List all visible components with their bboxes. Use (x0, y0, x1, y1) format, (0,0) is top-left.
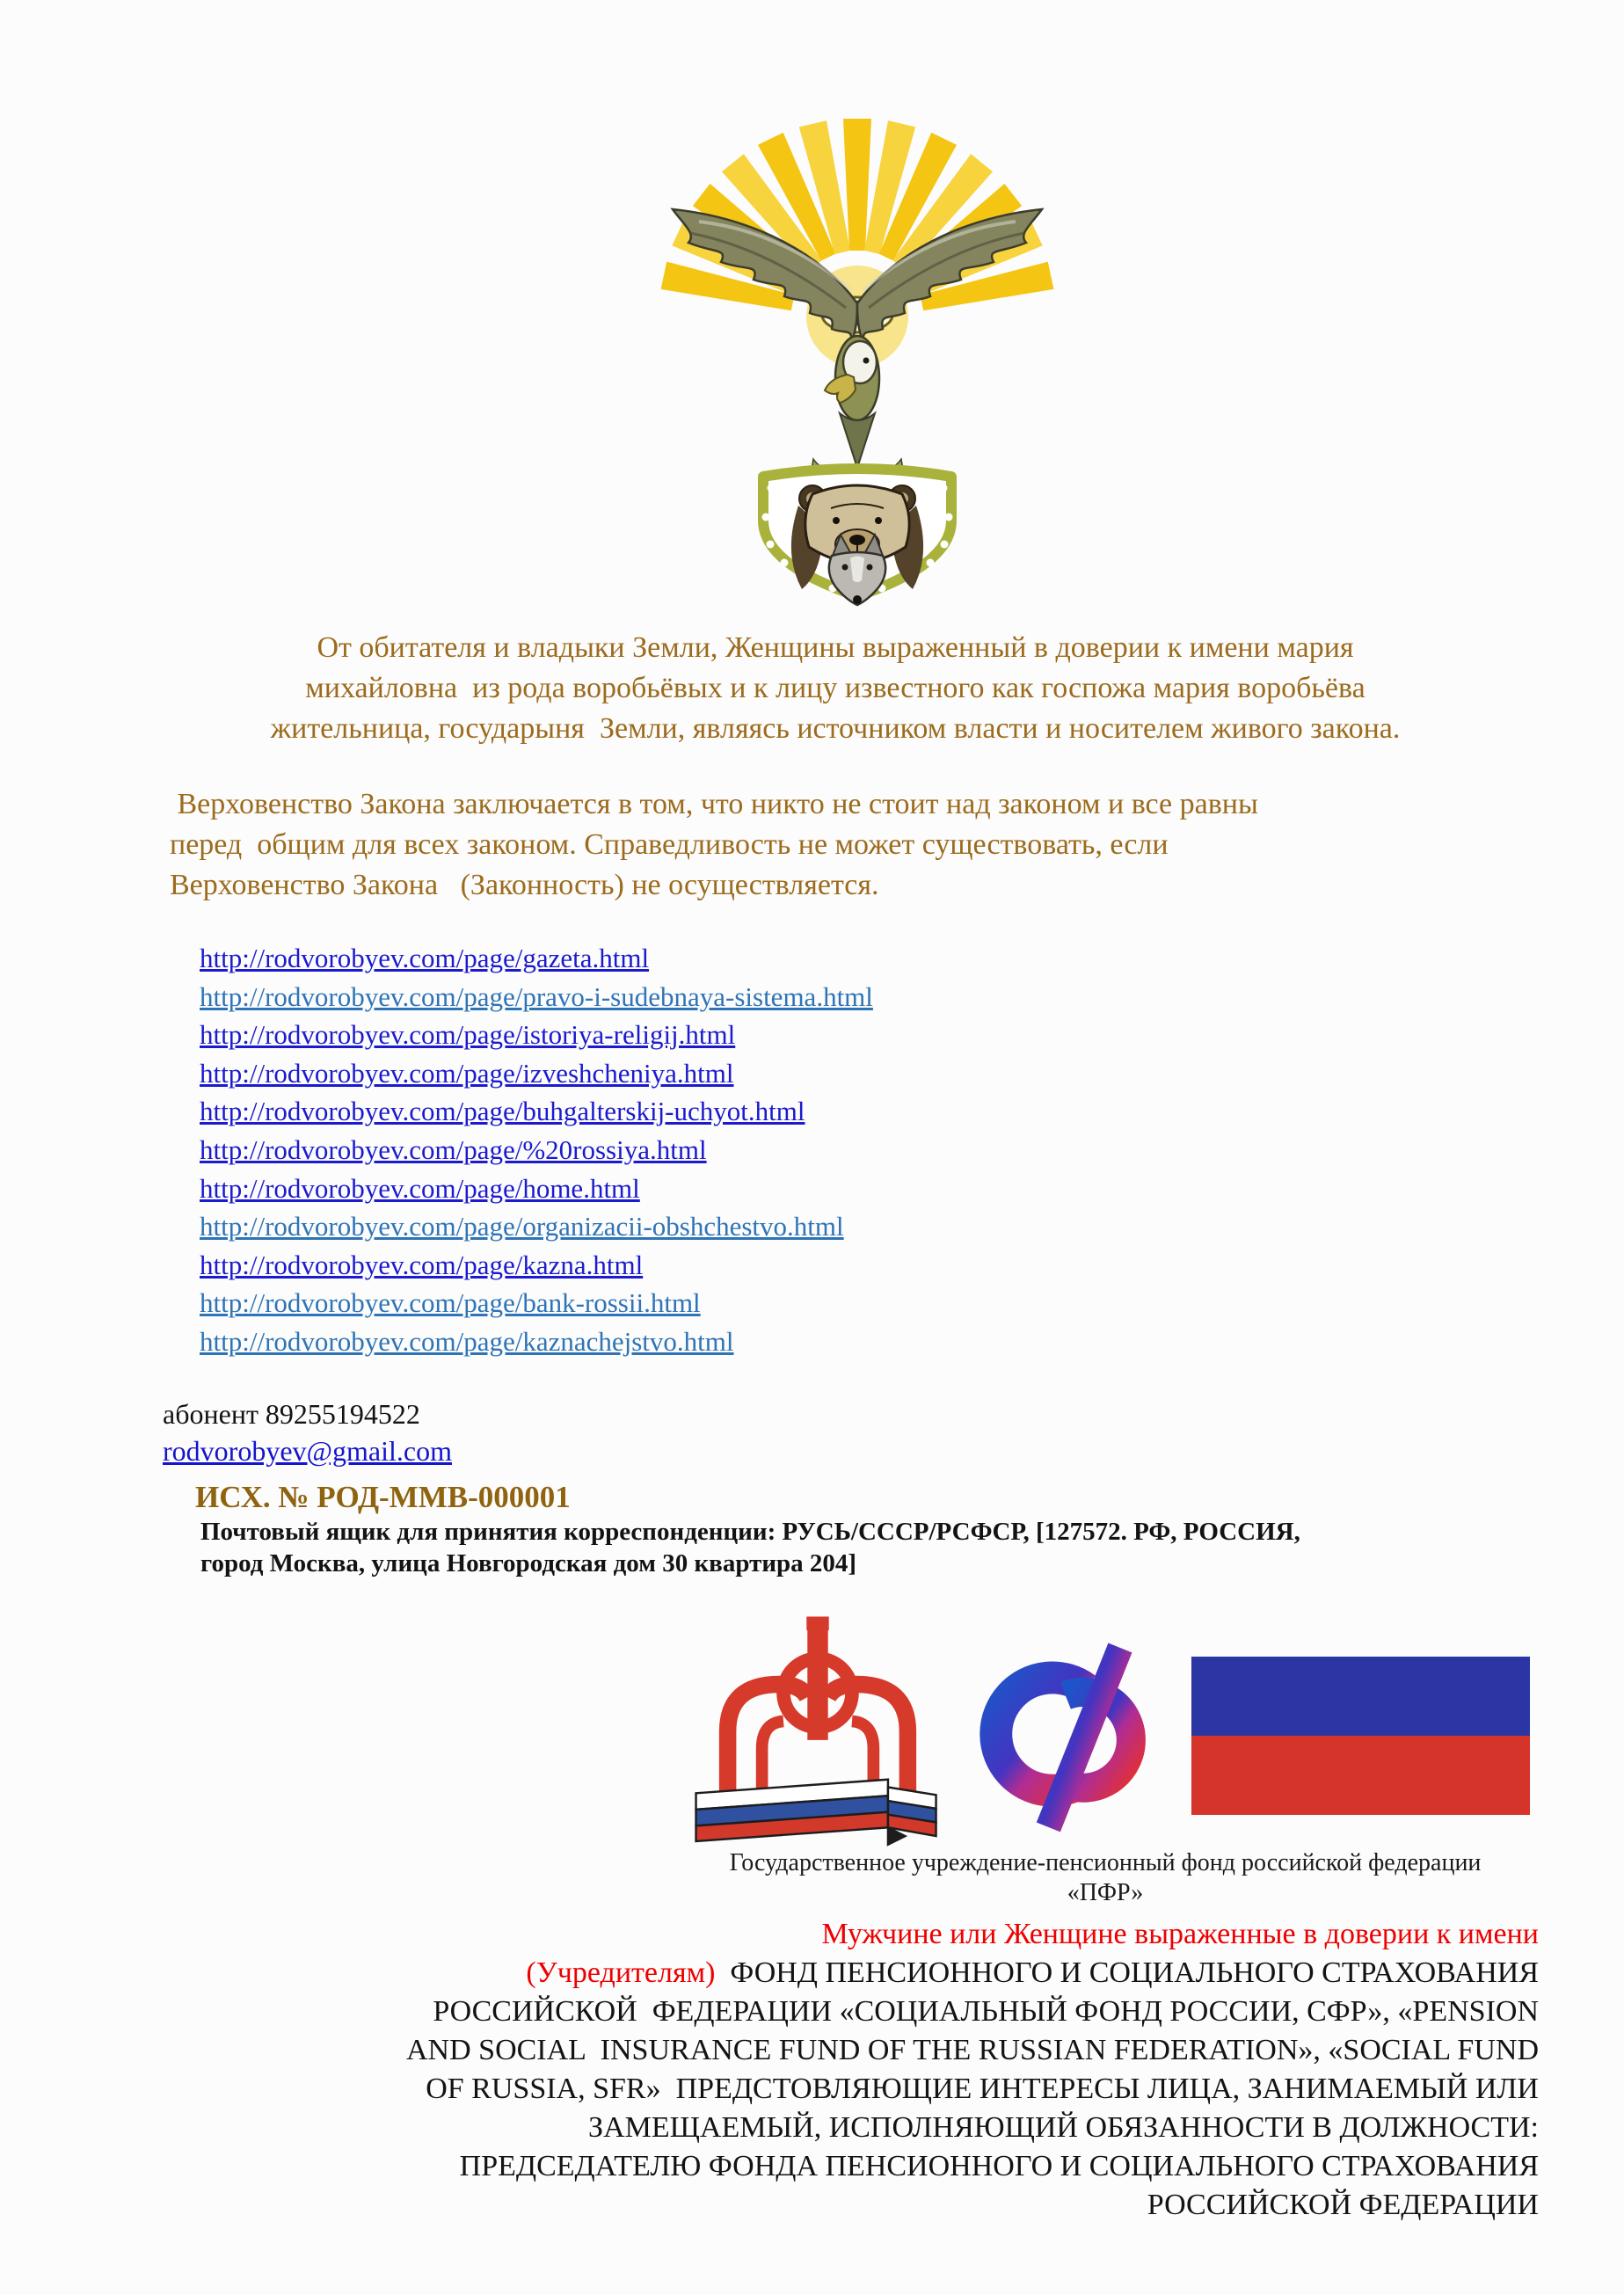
addressee-red-line: Мужчине или Женщине выраженные в доверии к имени (821, 1917, 1539, 1950)
postal-line: Почтовый ящик для принятия корреспонденции: РУСЬ/СССР/РСФСР, [127572. РФ, РОССИЯ, (200, 1517, 1300, 1546)
intro-paragraph (132, 628, 1539, 749)
pfr-caption-line: «ПФР» (1067, 1878, 1144, 1906)
link-row (200, 1207, 1539, 1246)
link-row (200, 978, 1539, 1016)
flag-red-stripe (1191, 1736, 1530, 1815)
page-link[interactable]: http://rodvorobyev.com/page/buhgalterskij-uchyot.html (200, 1096, 805, 1127)
addressee-line: ПРЕДСЕДАТЕЛЮ ФОНДА ПЕНСИОННОГО И СОЦИАЛЬНОГО СТРАХОВАНИЯ (459, 2149, 1539, 2182)
link-row (200, 1092, 1539, 1131)
page-link[interactable]: http://rodvorobyev.com/page/organizacii-obshchestvo.html (200, 1211, 844, 1242)
outgoing-number: ИСХ. № РОД-ММВ-000001 (195, 1479, 571, 1514)
founders-line-rest: ФОНД ПЕНСИОННОГО И СОЦИАЛЬНОГО СТРАХОВАНИЯ (715, 1956, 1539, 1989)
intro-line: От обитателя и владыки Земли, Женщины выраженный в доверии к имени мария (317, 631, 1354, 664)
addressee-block (132, 1915, 1539, 2225)
founders-label: (Учредителям) (526, 1956, 716, 1989)
page-link[interactable]: http://rodvorobyev.com/page/kazna.html (200, 1249, 644, 1280)
clan-emblem (651, 114, 1064, 607)
link-row (200, 1016, 1539, 1054)
intro-line: жительница, государыня Земли, являясь источником власти и носителем живого закона. (270, 712, 1401, 745)
law-line: перед общим для всех законом. Справедливость не может существовать, если (170, 828, 1169, 861)
addressee-line: РОССИЙСКОЙ ФЕДЕРАЦИИ «СОЦИАЛЬНЫЙ ФОНД РОССИИ, СФР», «PENSION (433, 1994, 1539, 2028)
flag-blue-stripe (1191, 1657, 1530, 1736)
link-row (200, 1131, 1539, 1169)
law-line: Верховенство Закона заключается в том, что никто не стоит над законом и все равны (170, 788, 1258, 820)
link-row (200, 1054, 1539, 1093)
pfr-logo-icon (681, 1611, 955, 1861)
page-link[interactable]: http://rodvorobyev.com/page/pravo-i-sudebnaya-sistema.html (200, 980, 873, 1012)
intro-line: михайловна из рода воробьёвых и к лицу известного как госпожа мария воробьёва (305, 672, 1365, 704)
pfr-caption-line: Государственное учреждение-пенсионный фонд российской федерации (729, 1848, 1482, 1876)
email-link[interactable]: rodvorobyev@gmail.com (163, 1434, 452, 1467)
link-row (200, 1284, 1539, 1322)
page-link[interactable]: http://rodvorobyev.com/page/home.html (200, 1172, 640, 1204)
law-line: Верховенство Закона (Законность) не осуществляется. (170, 869, 879, 901)
page-link[interactable]: http://rodvorobyev.com/page/istoriya-religij.html (200, 1019, 736, 1051)
postal-line: город Москва, улица Новгородская дом 30 квартира 204] (200, 1548, 857, 1577)
postal-address (132, 1516, 1539, 1579)
page-link[interactable]: http://rodvorobyev.com/page/kaznachejstvo.html (200, 1325, 734, 1357)
addressee-line: OF RUSSIA, SFR» ПРЕДСТОВЛЯЮЩИЕ ИНТЕРЕСЫ ЛИЦА, ЗАНИМАЕМЫЙ ИЛИ (426, 2072, 1539, 2105)
pension-fund-logos-block (681, 1611, 1530, 1908)
link-row (200, 1322, 1539, 1361)
link-row (200, 1169, 1539, 1208)
link-row (200, 939, 1539, 978)
link-row (200, 1246, 1539, 1285)
rule-of-law-paragraph (132, 784, 1539, 906)
addressee-line: ЗАМЕЩАЕМЫЙ, ИСПОЛНЯЮЩИЙ ОБЯЗАННОСТИ В ДОЛЖНОСТИ: (588, 2110, 1539, 2144)
page-link[interactable]: http://rodvorobyev.com/page/izveshcheniya.html (200, 1057, 734, 1089)
addressee-founders-line (132, 1954, 1539, 1993)
addressee-lines (132, 1993, 1539, 2225)
page-link[interactable]: http://rodvorobyev.com/page/bank-rossii.html (200, 1287, 701, 1319)
sfr-logo-icon (939, 1628, 1178, 1843)
site-links-list (132, 939, 1539, 1361)
addressee-line: AND SOCIAL INSURANCE FUND OF THE RUSSIAN FEDERATION», «SOCIAL FUND (406, 2033, 1539, 2066)
addressee-line: РОССИЙСКОЙ ФЕДЕРАЦИИ (1147, 2188, 1539, 2221)
page-link[interactable]: http://rodvorobyev.com/page/%20rossiya.html (200, 1133, 707, 1165)
subscriber-number: абонент 89255194522 (163, 1397, 420, 1430)
blue-red-flag (1191, 1657, 1530, 1815)
email-row (132, 1432, 1539, 1470)
pfr-caption (681, 1848, 1530, 1908)
page-link[interactable]: http://rodvorobyev.com/page/gazeta.html (200, 943, 650, 973)
